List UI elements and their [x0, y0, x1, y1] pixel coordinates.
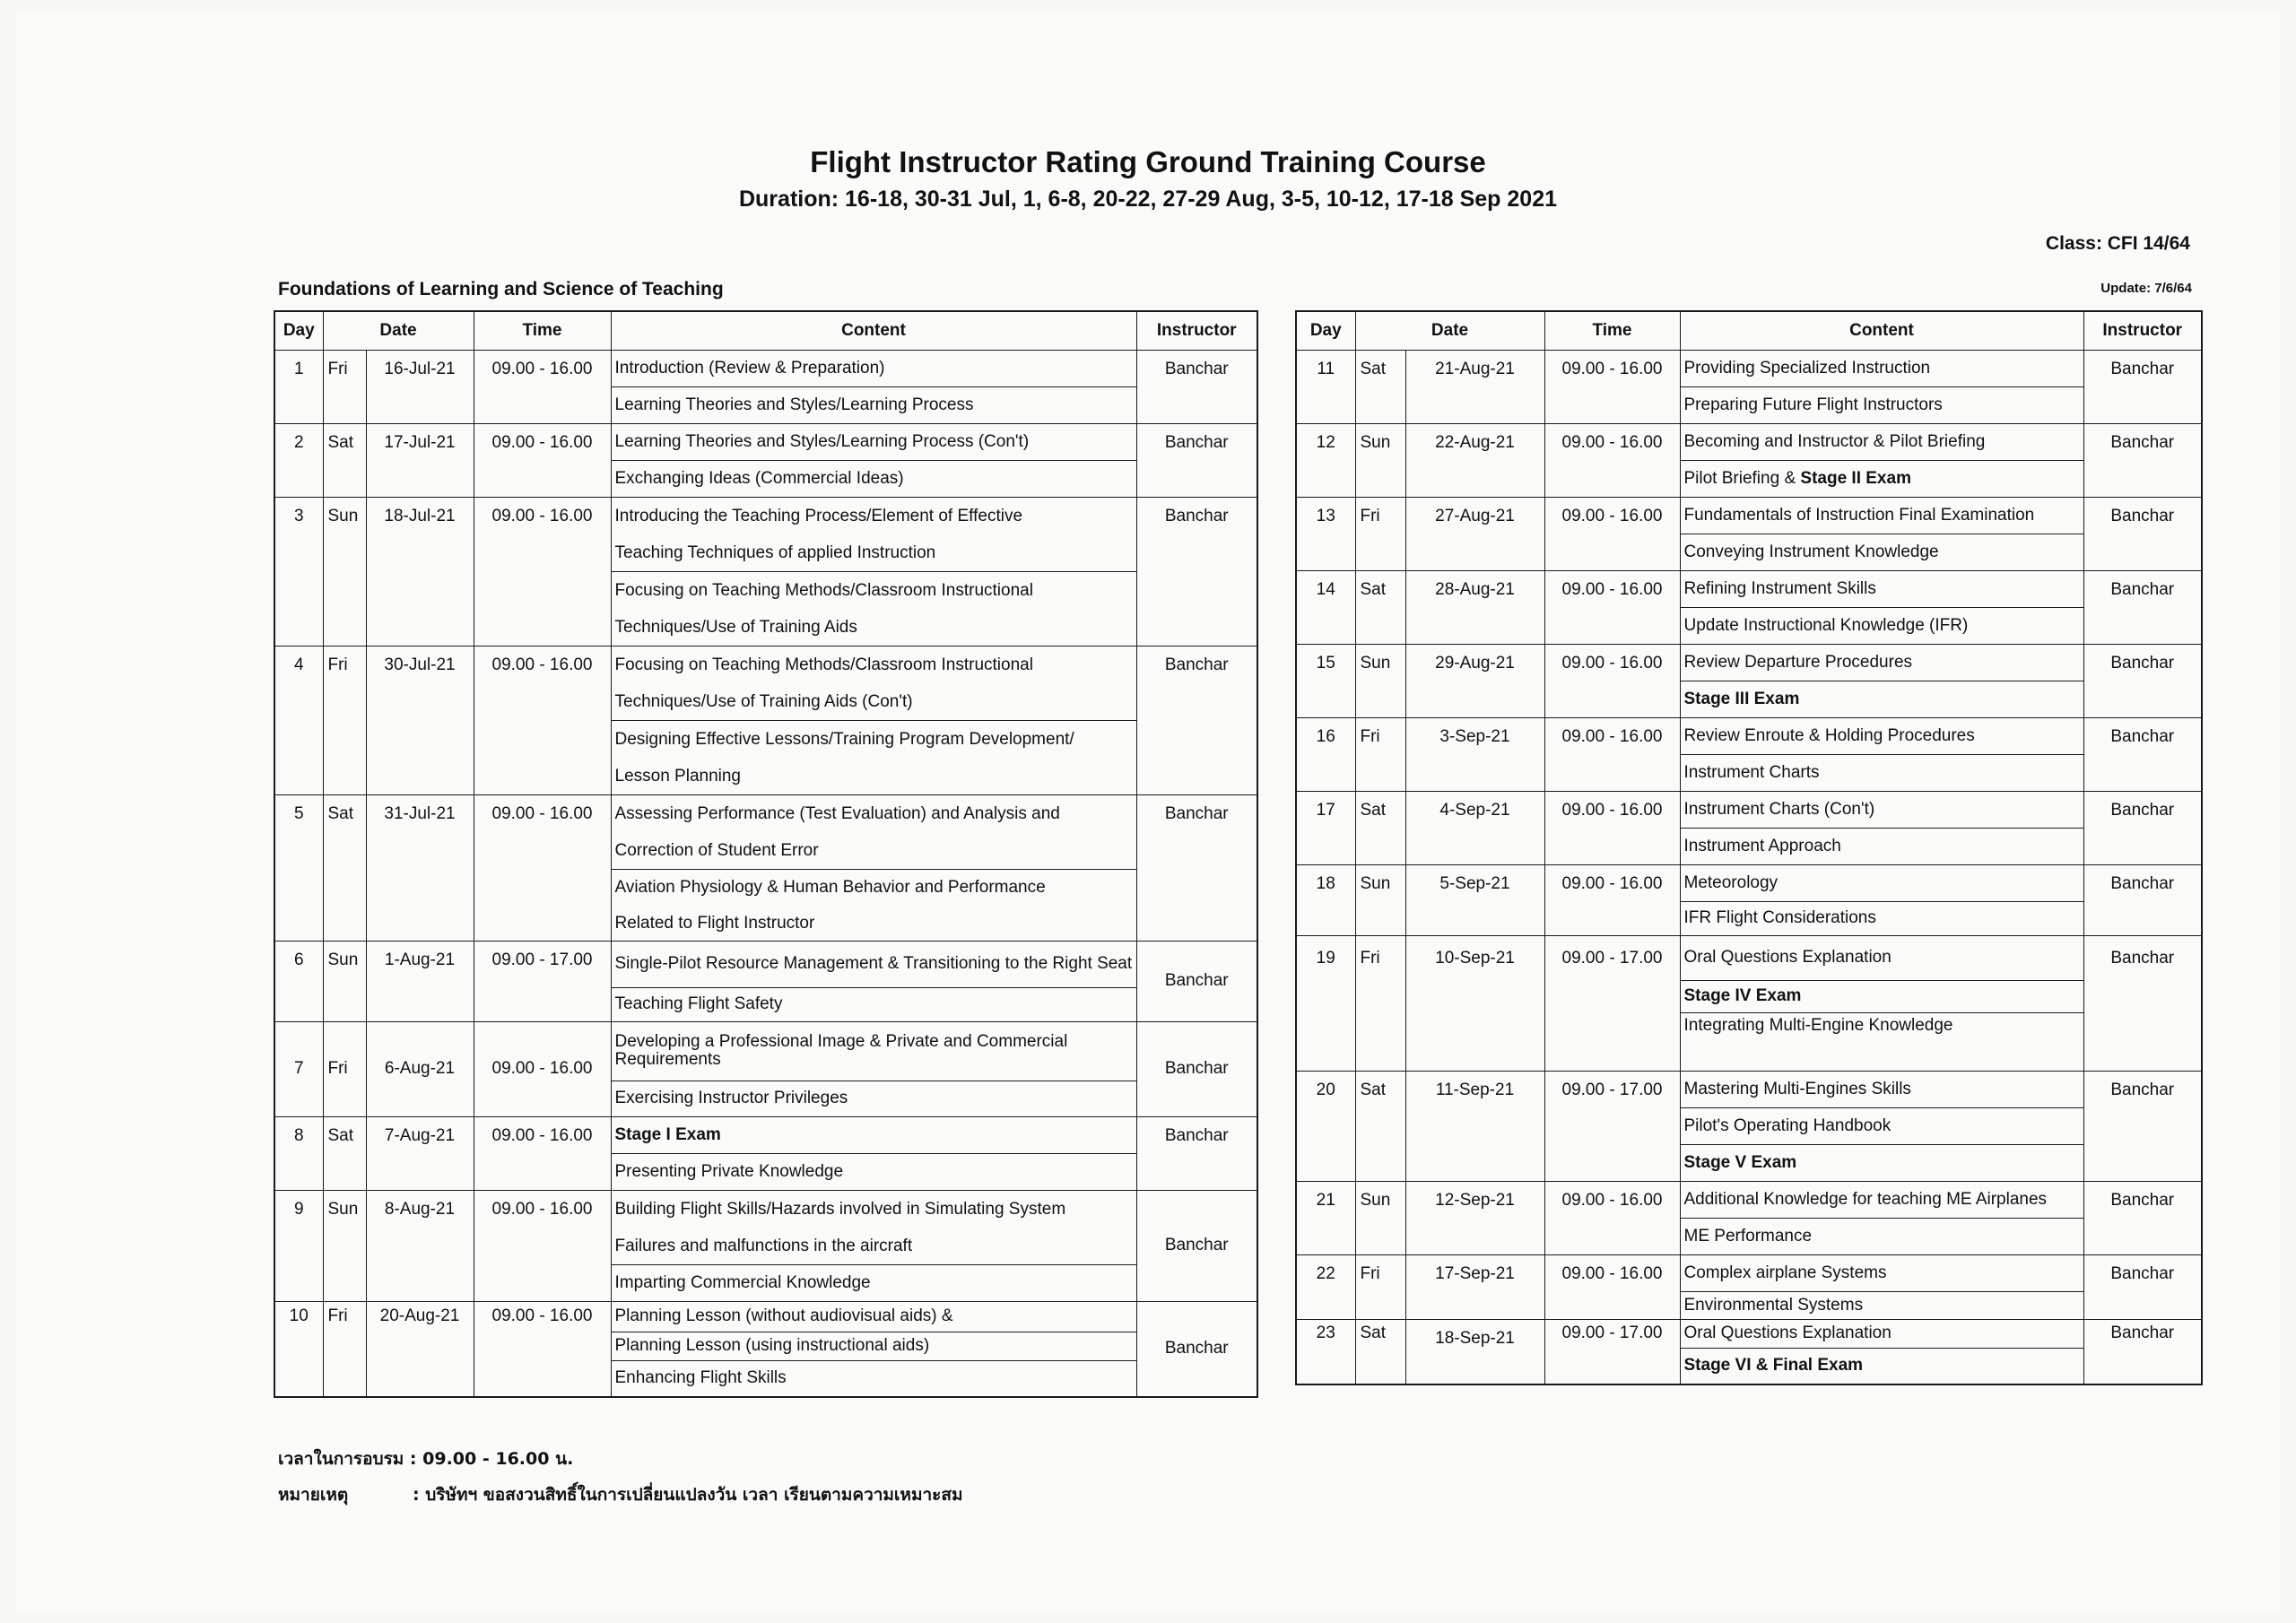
table-row — [1296, 791, 2202, 828]
cell-date: 28-Aug-21 — [1405, 570, 1544, 644]
cell-content: Imparting Commercial Knowledge — [611, 1264, 1136, 1301]
cell-day: 5 — [274, 794, 323, 941]
cell-time: 09.00 - 16.00 — [1544, 644, 1680, 717]
cell-content: Preparing Future Flight Instructors — [1680, 386, 2083, 423]
cell-content: Providing Specialized Instruction — [1680, 350, 2083, 386]
content-text: Pilot Briefing & — [1683, 468, 1796, 488]
table-header-row — [1296, 311, 2202, 350]
cell-content: Single-Pilot Resource Management & Transitioning to the Right Seat — [611, 941, 1136, 987]
cell-dow: Fri — [323, 1301, 366, 1397]
cell-date: 17-Jul-21 — [366, 423, 474, 497]
cell-day: 9 — [274, 1190, 323, 1301]
section-title: Foundations of Learning and Science of Teaching — [278, 279, 724, 299]
table-row — [1296, 423, 2202, 460]
cell-dow: Sat — [1355, 1071, 1405, 1181]
header-content: Content — [1680, 311, 2083, 350]
cell-date: 5-Sep-21 — [1405, 864, 1544, 935]
cell-date: 1-Aug-21 — [366, 941, 474, 1021]
cell-day: 3 — [274, 497, 323, 646]
cell-date: 22-Aug-21 — [1405, 423, 1544, 497]
cell-content: Meteorology — [1680, 864, 2083, 901]
content-line: Aviation Physiology & Human Behavior and Performance — [614, 877, 1046, 897]
cell-time: 09.00 - 16.00 — [1544, 350, 1680, 423]
cell-content: Fundamentals of Instruction Final Examination — [1680, 497, 2083, 534]
cell-dow: Fri — [1355, 497, 1405, 570]
table-row — [274, 646, 1257, 720]
table-row — [1296, 1254, 2202, 1291]
cell-date: 31-Jul-21 — [366, 794, 474, 941]
cell-content: Conveying Instrument Knowledge — [1680, 534, 2083, 570]
cell-time: 09.00 - 17.00 — [474, 941, 611, 1021]
table-row — [1296, 1319, 2202, 1348]
cell-time: 09.00 - 16.00 — [1544, 864, 1680, 935]
header-time: Time — [1544, 311, 1680, 350]
cell-day: 1 — [274, 350, 323, 423]
cell-day: 16 — [1296, 717, 1355, 791]
table-row — [1296, 717, 2202, 754]
cell-content: Stage V Exam — [1680, 1144, 2083, 1181]
cell-time: 09.00 - 16.00 — [474, 1301, 611, 1397]
cell-date: 3-Sep-21 — [1405, 717, 1544, 791]
header-date: Date — [323, 311, 474, 350]
cell-content — [611, 646, 1136, 720]
cell-content — [611, 571, 1136, 646]
header-day: Day — [1296, 311, 1355, 350]
cell-dow: Fri — [323, 646, 366, 794]
table-row — [274, 350, 1257, 386]
class-label: Class: CFI 14/64 — [2045, 233, 2190, 254]
cell-instructor: Banchar — [2083, 1181, 2202, 1254]
cell-content: Stage VI & Final Exam — [1680, 1348, 2083, 1384]
cell-dow: Sat — [323, 423, 366, 497]
cell-instructor: Banchar — [2083, 791, 2202, 864]
cell-content: IFR Flight Considerations — [1680, 901, 2083, 935]
cell-day: 20 — [1296, 1071, 1355, 1181]
cell-time: 09.00 - 17.00 — [1544, 935, 1680, 1071]
cell-date: 8-Aug-21 — [366, 1190, 474, 1301]
cell-content: Becoming and Instructor & Pilot Briefing — [1680, 423, 2083, 460]
schedule-table-right — [1295, 310, 2203, 1385]
remark-label: หมายเหตุ — [278, 1485, 349, 1505]
cell-day: 6 — [274, 941, 323, 1021]
cell-content: Oral Questions Explanation — [1680, 1319, 2083, 1348]
cell-day: 18 — [1296, 864, 1355, 935]
header-date: Date — [1355, 311, 1544, 350]
cell-day: 17 — [1296, 791, 1355, 864]
table-row — [274, 941, 1257, 987]
cell-time: 09.00 - 16.00 — [1544, 423, 1680, 497]
cell-instructor: Banchar — [1136, 1190, 1257, 1301]
cell-date: 20-Aug-21 — [366, 1301, 474, 1397]
cell-instructor: Banchar — [2083, 497, 2202, 570]
cell-day: 15 — [1296, 644, 1355, 717]
cell-dow: Sun — [323, 1190, 366, 1301]
cell-time: 09.00 - 16.00 — [1544, 1254, 1680, 1319]
cell-time: 09.00 - 17.00 — [1544, 1319, 1680, 1384]
content-line: Related to Flight Instructor — [614, 913, 815, 933]
cell-instructor: Banchar — [2083, 350, 2202, 423]
content-line: Teaching Techniques of applied Instruction — [614, 542, 936, 562]
table-row — [274, 1116, 1257, 1153]
cell-content: Instrument Charts — [1680, 754, 2083, 791]
cell-instructor: Banchar — [2083, 864, 2202, 935]
cell-dow: Sat — [323, 1116, 366, 1190]
cell-content — [611, 869, 1136, 941]
cell-dow: Sun — [323, 497, 366, 646]
cell-instructor: Banchar — [1136, 794, 1257, 941]
header-day: Day — [274, 311, 323, 350]
cell-instructor: Banchar — [1136, 646, 1257, 794]
table-row — [1296, 497, 2202, 534]
cell-day: 22 — [1296, 1254, 1355, 1319]
table-header-row — [274, 311, 1257, 350]
cell-dow: Sat — [1355, 350, 1405, 423]
cell-content: Review Departure Procedures — [1680, 644, 2083, 681]
cell-content: Mastering Multi-Engines Skills — [1680, 1071, 2083, 1107]
cell-instructor: Banchar — [1136, 423, 1257, 497]
cell-date: 18-Jul-21 — [366, 497, 474, 646]
training-time-note: เวลาในการอบรม : 09.00 - 16.00 น. — [278, 1449, 574, 1469]
cell-date: 21-Aug-21 — [1405, 350, 1544, 423]
table-row — [274, 794, 1257, 869]
cell-dow: Fri — [323, 350, 366, 423]
cell-dow: Fri — [1355, 1254, 1405, 1319]
cell-time: 09.00 - 16.00 — [1544, 497, 1680, 570]
content-line: Lesson Planning — [614, 766, 741, 785]
cell-instructor: Banchar — [1136, 1021, 1257, 1116]
cell-time: 09.00 - 16.00 — [1544, 717, 1680, 791]
cell-dow: Sun — [1355, 423, 1405, 497]
cell-content: Review Enroute & Holding Procedures — [1680, 717, 2083, 754]
cell-day: 2 — [274, 423, 323, 497]
cell-time: 09.00 - 16.00 — [1544, 1181, 1680, 1254]
cell-content — [1680, 460, 2083, 497]
cell-date: 4-Sep-21 — [1405, 791, 1544, 864]
remark-note — [278, 1481, 962, 1508]
cell-instructor: Banchar — [2083, 717, 2202, 791]
cell-content: Integrating Multi-Engine Knowledge — [1680, 1012, 2083, 1071]
cell-time: 09.00 - 16.00 — [474, 497, 611, 646]
table-row — [274, 497, 1257, 571]
cell-instructor: Banchar — [2083, 1071, 2202, 1181]
cell-content: Developing a Professional Image & Private and Commercial Requirements — [611, 1021, 1136, 1081]
cell-dow: Fri — [1355, 935, 1405, 1071]
cell-time: 09.00 - 16.00 — [474, 646, 611, 794]
remark-text: : บริษัทฯ ขอสงวนสิทธิ์ในการเปลี่ยนแปลงวัน เวลา เรียนตามความเหมาะสม — [413, 1485, 963, 1505]
cell-date: 12-Sep-21 — [1405, 1181, 1544, 1254]
cell-content: Planning Lesson (using instructional aids) — [611, 1332, 1136, 1360]
cell-time: 09.00 - 16.00 — [474, 423, 611, 497]
cell-instructor: Banchar — [2083, 423, 2202, 497]
course-duration: Duration: 16-18, 30-31 Jul, 1, 6-8, 20-22, 27-29 Aug, 3-5, 10-12, 17-18 Sep 2021 — [738, 187, 1558, 212]
stage-exam-label: Stage II Exam — [1800, 468, 1911, 488]
cell-content: Additional Knowledge for teaching ME Airplanes — [1680, 1181, 2083, 1218]
header-time: Time — [474, 311, 611, 350]
cell-date: 29-Aug-21 — [1405, 644, 1544, 717]
cell-day: 23 — [1296, 1319, 1355, 1384]
table-row — [1296, 1071, 2202, 1107]
cell-content: Teaching Flight Safety — [611, 987, 1136, 1021]
cell-dow: Sat — [323, 794, 366, 941]
table-row — [274, 423, 1257, 460]
schedule-table-left — [274, 310, 1258, 1398]
content-line: Techniques/Use of Training Aids (Con't) — [614, 691, 913, 711]
cell-content: Update Instructional Knowledge (IFR) — [1680, 607, 2083, 644]
table-row — [274, 1301, 1257, 1332]
cell-time: 09.00 - 16.00 — [474, 1190, 611, 1301]
cell-date: 6-Aug-21 — [366, 1021, 474, 1116]
cell-time: 09.00 - 16.00 — [1544, 791, 1680, 864]
cell-content: Pilot's Operating Handbook — [1680, 1107, 2083, 1144]
cell-instructor: Banchar — [2083, 1254, 2202, 1319]
cell-content: Stage I Exam — [611, 1116, 1136, 1153]
header-content: Content — [611, 311, 1136, 350]
cell-dow: Fri — [1355, 717, 1405, 791]
cell-day: 7 — [274, 1021, 323, 1116]
content-line: Failures and malfunctions in the aircraft — [614, 1236, 913, 1255]
content-line: Introducing the Teaching Process/Element of Effective — [614, 506, 1023, 525]
cell-date: 17-Sep-21 — [1405, 1254, 1544, 1319]
cell-dow: Sat — [1355, 570, 1405, 644]
content-line: Techniques/Use of Training Aids — [614, 617, 857, 637]
cell-dow: Sat — [1355, 1319, 1405, 1384]
content-line: Assessing Performance (Test Evaluation) and Analysis and — [614, 803, 1060, 823]
cell-time: 09.00 - 16.00 — [474, 1021, 611, 1116]
cell-instructor: Banchar — [2083, 935, 2202, 1071]
cell-day: 10 — [274, 1301, 323, 1397]
cell-instructor: Banchar — [1136, 1116, 1257, 1190]
cell-instructor: Banchar — [1136, 497, 1257, 646]
cell-date: 11-Sep-21 — [1405, 1071, 1544, 1181]
cell-day: 4 — [274, 646, 323, 794]
update-label: Update: 7/6/64 — [2100, 281, 2192, 296]
cell-date: 30-Jul-21 — [366, 646, 474, 794]
cell-day: 12 — [1296, 423, 1355, 497]
header-instructor: Instructor — [1136, 311, 1257, 350]
cell-dow: Sun — [1355, 1181, 1405, 1254]
table-row — [1296, 1181, 2202, 1218]
cell-content — [611, 720, 1136, 794]
cell-dow: Fri — [323, 1021, 366, 1116]
table-row — [274, 1190, 1257, 1264]
cell-dow: Sun — [323, 941, 366, 1021]
cell-content: Presenting Private Knowledge — [611, 1153, 1136, 1190]
cell-day: 11 — [1296, 350, 1355, 423]
cell-content: Complex airplane Systems — [1680, 1254, 2083, 1291]
cell-date: 16-Jul-21 — [366, 350, 474, 423]
cell-content — [611, 794, 1136, 869]
cell-time: 09.00 - 16.00 — [474, 794, 611, 941]
cell-content: Refining Instrument Skills — [1680, 570, 2083, 607]
table-row — [1296, 935, 2202, 980]
content-line: Building Flight Skills/Hazards involved in Simulating System — [614, 1199, 1066, 1219]
cell-day: 21 — [1296, 1181, 1355, 1254]
table-row — [1296, 644, 2202, 681]
content-line: Correction of Student Error — [614, 840, 819, 860]
cell-content: Instrument Charts (Con't) — [1680, 791, 2083, 828]
content-line: Focusing on Teaching Methods/Classroom Instructional — [614, 655, 1033, 674]
cell-instructor: Banchar — [1136, 350, 1257, 423]
cell-content: ME Performance — [1680, 1218, 2083, 1254]
table-row — [1296, 350, 2202, 386]
table-row — [274, 1021, 1257, 1081]
cell-instructor: Banchar — [1136, 941, 1257, 1021]
cell-content: Stage III Exam — [1680, 681, 2083, 717]
cell-dow: Sat — [1355, 791, 1405, 864]
cell-content — [611, 497, 1136, 571]
content-line: Designing Effective Lessons/Training Program Development/ — [614, 729, 1074, 749]
cell-day: 13 — [1296, 497, 1355, 570]
cell-instructor: Banchar — [2083, 1319, 2202, 1384]
cell-date: 10-Sep-21 — [1405, 935, 1544, 1071]
cell-date: 7-Aug-21 — [366, 1116, 474, 1190]
header-instructor: Instructor — [2083, 311, 2202, 350]
cell-date: 27-Aug-21 — [1405, 497, 1544, 570]
cell-date: 18-Sep-21 — [1405, 1319, 1544, 1384]
cell-content: Exchanging Ideas (Commercial Ideas) — [611, 460, 1136, 497]
cell-instructor: Banchar — [2083, 644, 2202, 717]
table-row — [1296, 570, 2202, 607]
cell-day: 8 — [274, 1116, 323, 1190]
cell-content: Oral Questions Explanation — [1680, 935, 2083, 980]
cell-time: 09.00 - 17.00 — [1544, 1071, 1680, 1181]
cell-content: Planning Lesson (without audiovisual aids) & — [611, 1301, 1136, 1332]
cell-time: 09.00 - 16.00 — [474, 1116, 611, 1190]
cell-day: 19 — [1296, 935, 1355, 1071]
cell-content — [611, 1190, 1136, 1264]
cell-content: Exercising Instructor Privileges — [611, 1081, 1136, 1116]
content-line: Focusing on Teaching Methods/Classroom Instructional — [614, 580, 1033, 600]
cell-content: Learning Theories and Styles/Learning Process (Con't) — [611, 423, 1136, 460]
cell-instructor: Banchar — [1136, 1301, 1257, 1397]
cell-content: Learning Theories and Styles/Learning Process — [611, 386, 1136, 423]
cell-dow: Sun — [1355, 644, 1405, 717]
cell-time: 09.00 - 16.00 — [474, 350, 611, 423]
cell-time: 09.00 - 16.00 — [1544, 570, 1680, 644]
cell-instructor: Banchar — [2083, 570, 2202, 644]
cell-dow: Sun — [1355, 864, 1405, 935]
table-row — [1296, 864, 2202, 901]
cell-content: Environmental Systems — [1680, 1291, 2083, 1319]
course-title: Flight Instructor Rating Ground Training Course — [810, 145, 1486, 178]
cell-content: Introduction (Review & Preparation) — [611, 350, 1136, 386]
cell-day: 14 — [1296, 570, 1355, 644]
cell-content: Instrument Approach — [1680, 828, 2083, 864]
cell-content: Stage IV Exam — [1680, 980, 2083, 1012]
cell-content: Enhancing Flight Skills — [611, 1360, 1136, 1397]
